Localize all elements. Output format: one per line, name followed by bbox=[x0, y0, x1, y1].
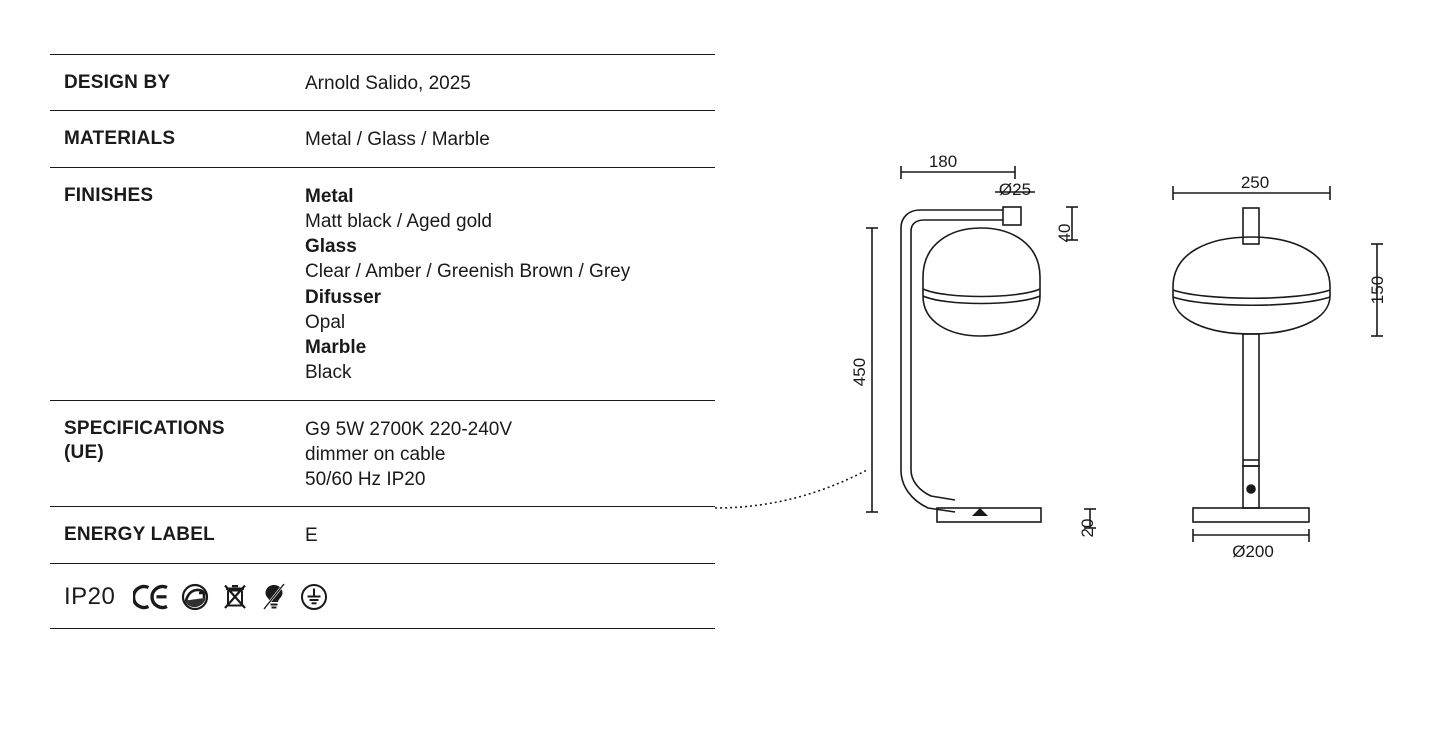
table-row-specifications bbox=[50, 400, 715, 507]
ce-mark-icon bbox=[133, 582, 169, 612]
specification-line-1: G9 5W 2700K 220-240V bbox=[305, 418, 513, 440]
table-row-design-by bbox=[50, 54, 715, 110]
ip-rating-text: IP20 bbox=[64, 582, 116, 610]
dim-front-width: 180 bbox=[928, 152, 958, 171]
bulb-not-replaceable-icon bbox=[261, 582, 287, 612]
row-label-energy-label: ENERGY LABEL bbox=[64, 524, 215, 546]
row-value-materials: Metal / Glass / Marble bbox=[305, 129, 490, 151]
finish-group-value-glass: Clear / Amber / Greenish Brown / Grey bbox=[305, 261, 631, 283]
row-value-finishes bbox=[305, 184, 715, 386]
row-label-specifications-line1: SPECIFICATIONS bbox=[64, 417, 225, 439]
class-1-earth-icon bbox=[299, 582, 329, 612]
side-elevation-drawing bbox=[1173, 186, 1383, 542]
recycle-circle-icon bbox=[181, 582, 209, 612]
dim-side-shade-width: 250 bbox=[1240, 173, 1270, 192]
certification-icon-strip bbox=[50, 582, 329, 612]
dim-front-top-diameter: Ø25 bbox=[998, 180, 1032, 199]
table-row-materials bbox=[50, 110, 715, 166]
table-row-energy-label bbox=[50, 506, 715, 562]
finish-group-title-glass: Glass bbox=[305, 236, 357, 258]
table-row-certifications bbox=[50, 563, 715, 629]
front-elevation-drawing bbox=[715, 166, 1096, 528]
finish-group-title-metal: Metal bbox=[305, 185, 354, 207]
dim-front-top-height: 40 bbox=[1055, 223, 1074, 243]
dim-front-base-height: 20 bbox=[1078, 518, 1097, 538]
specification-line-2: dimmer on cable bbox=[305, 443, 446, 465]
specification-table bbox=[50, 54, 715, 629]
row-value-energy-label: E bbox=[305, 525, 318, 547]
finish-group-title-difusser: Difusser bbox=[305, 286, 382, 308]
row-value-specifications bbox=[305, 417, 715, 493]
finish-group-value-marble: Black bbox=[305, 362, 352, 384]
row-label-specifications-line2: (UE) bbox=[64, 442, 104, 464]
row-label-finishes: FINISHES bbox=[64, 184, 154, 206]
finish-group-value-metal: Matt black / Aged gold bbox=[305, 210, 492, 232]
dim-front-total-height: 450 bbox=[850, 357, 869, 387]
finish-group-title-marble: Marble bbox=[305, 337, 367, 359]
dim-side-base-diameter: Ø200 bbox=[1232, 542, 1274, 561]
row-label-materials: MATERIALS bbox=[64, 128, 176, 150]
technical-drawings bbox=[715, 0, 1445, 739]
row-label-specifications bbox=[50, 417, 305, 466]
row-value-design-by: Arnold Salido, 2025 bbox=[305, 73, 471, 94]
finish-group-value-difusser: Opal bbox=[305, 311, 346, 333]
specification-line-3: 50/60 Hz IP20 bbox=[305, 469, 426, 491]
no-weee-bin-icon bbox=[221, 582, 249, 612]
table-row-finishes bbox=[50, 167, 715, 400]
row-label-design-by: DESIGN BY bbox=[64, 72, 171, 93]
dim-side-shade-height: 150 bbox=[1368, 275, 1387, 305]
